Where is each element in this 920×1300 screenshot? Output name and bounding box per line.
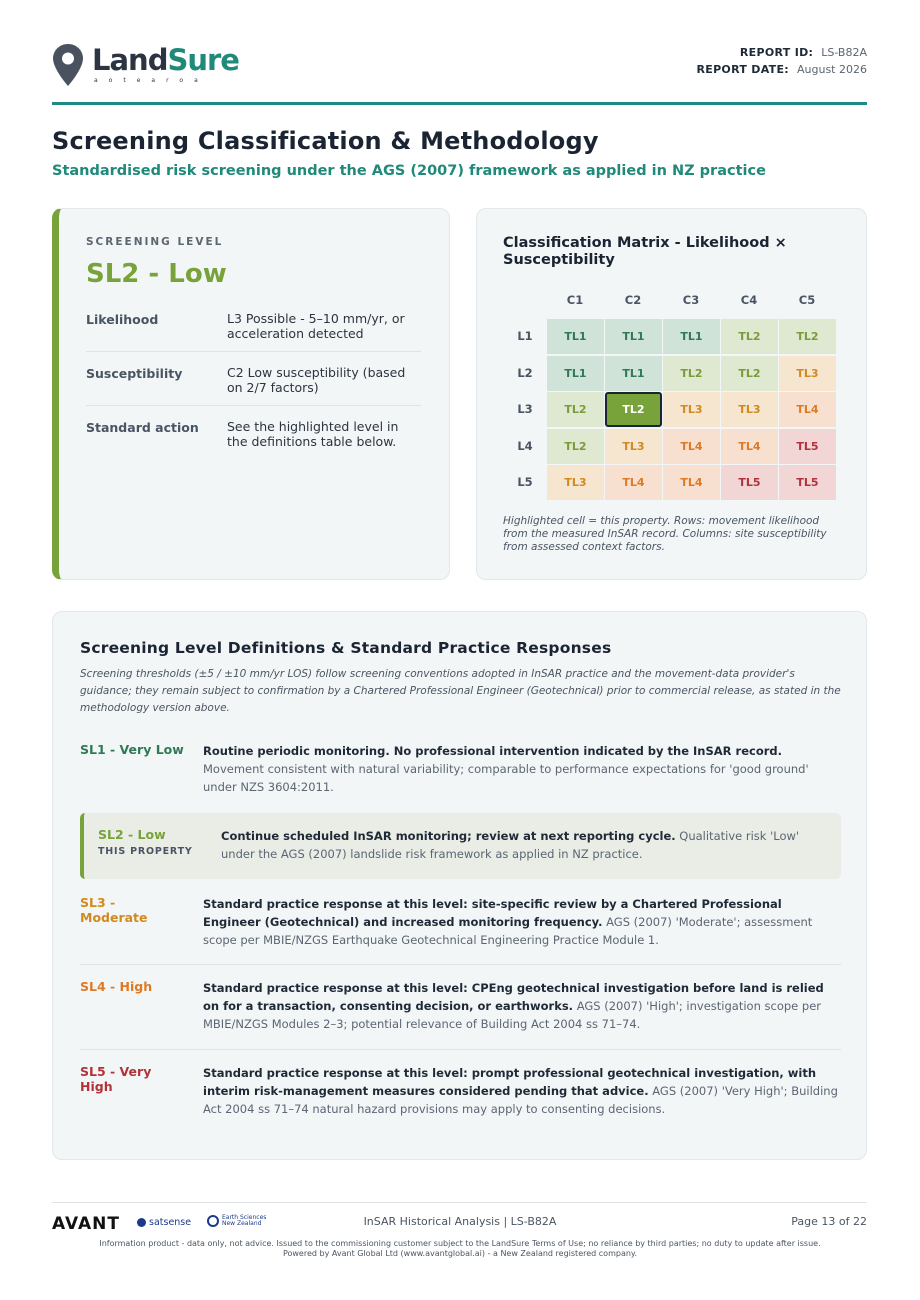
definition-text: Standard practice response at this level: prompt professional geotechnical investigation, with interim risk-management measures considered pending that advice. AGS (2007) 'Very High'; Building Act 2004 ss 71–74 natural hazard provisions may apply to consenting decisions. xyxy=(203,1066,838,1116)
matrix-col-header: C4 xyxy=(740,293,758,307)
matrix-cell: TL4 xyxy=(605,465,662,500)
definition-divider xyxy=(80,964,841,965)
definition-level: SL3 - Moderate xyxy=(80,895,148,925)
page-number: Page 13 of 22 xyxy=(791,1215,867,1228)
matrix-cell: TL2 xyxy=(721,319,778,354)
report-id-label: REPORT ID: xyxy=(739,46,814,59)
matrix-cell: TL4 xyxy=(663,465,720,500)
matrix-cell: TL3 xyxy=(605,429,662,464)
page-subtitle: Standardised risk screening under the AGS (2007) framework as applied in NZ practice xyxy=(52,163,766,179)
matrix-cell: TL5 xyxy=(779,429,836,464)
screening-level-eyebrow: SCREENING LEVEL xyxy=(86,236,224,248)
avant-logo: AVANT xyxy=(52,1214,120,1234)
map-pin-icon xyxy=(52,43,84,87)
matrix-row-header: L5 xyxy=(517,475,533,489)
report-header xyxy=(52,40,867,106)
matrix-cell: TL4 xyxy=(779,392,836,427)
landsure-logo xyxy=(52,43,239,87)
matrix-cell: TL4 xyxy=(721,429,778,464)
detail-value: See the highlighted level in the definitions table below. xyxy=(227,419,399,449)
matrix-cell: TL1 xyxy=(547,319,604,354)
this-property-tag: THIS PROPERTY xyxy=(98,846,193,857)
definition-text: Continue scheduled InSAR monitoring; review at next reporting cycle. Qualitative risk 'Low' under the AGS (2007) landslide risk framework as applied in NZ practice. xyxy=(221,829,800,861)
matrix-col-header: C2 xyxy=(624,293,642,307)
footer-divider xyxy=(52,1202,867,1203)
detail-label: Susceptibility xyxy=(86,366,183,381)
footer-report-label: InSAR Historical Analysis | LS-B82A xyxy=(363,1215,557,1228)
detail-value: L3 Possible - 5–10 mm/yr, or acceleration detected xyxy=(227,311,405,341)
report-date: August 2026 xyxy=(797,63,867,76)
matrix-cell: TL3 xyxy=(779,356,836,391)
page-title: Screening Classification & Methodology xyxy=(52,127,599,155)
classification-matrix-card xyxy=(476,208,867,580)
screening-level-value: SL2 - Low xyxy=(86,259,227,289)
definition-text: Standard practice response at this level: site-specific review by a Chartered Professional Engineer (Geotechnical) and increased monitoring frequency. AGS (2007) 'Moderate'; assessment scope per MBIE/NZGS Earthquake Geotechnical Engineering Practice Module 1. xyxy=(203,897,813,947)
brand-land: Land xyxy=(92,43,168,77)
report-id: LS-B82A xyxy=(821,46,867,59)
header-divider xyxy=(52,102,867,105)
definitions-intro: Screening thresholds (±5 / ±10 mm/yr LOS) follow screening conventions adopted in InSAR practice and the movement-data provider's guidance; they remain subject to confirmation by a Chartered Professional Engineer (Geotechnical) prior to commercial release, as stated in the methodology version above. xyxy=(80,668,841,714)
matrix-cell-highlighted: TL2 xyxy=(605,392,662,427)
matrix-note: Highlighted cell = this property. Rows: movement likelihood from the measured InSAR record. Columns: site susceptibility from assessed context factors. xyxy=(503,515,827,553)
matrix-cell: TL3 xyxy=(547,465,604,500)
matrix-cell: TL2 xyxy=(547,392,604,427)
matrix-cell: TL3 xyxy=(721,392,778,427)
matrix-row-header: L4 xyxy=(517,438,533,453)
satsense-logo: satsense xyxy=(137,1217,191,1228)
definition-level: SL2 - Low THIS PROPERTY xyxy=(98,827,216,859)
detail-row-standard-action xyxy=(86,415,421,459)
detail-row-susceptibility xyxy=(86,361,421,406)
matrix-title: Classification Matrix - Likelihood × Susceptibility xyxy=(503,235,787,268)
matrix-cell: TL1 xyxy=(605,319,662,354)
earth-sciences-logo: Earth Sciences New Zealand xyxy=(207,1215,266,1227)
matrix-cell: TL1 xyxy=(547,356,604,391)
definition-text: Routine periodic monitoring. No professional intervention indicated by the InSAR record. Movement consistent with natural variability; comparable to performance expectations for 'good ground' under NZS 3604:2011. xyxy=(203,744,809,794)
matrix-col-header: C1 xyxy=(566,293,584,307)
brand-sure: Sure xyxy=(167,43,239,77)
matrix-col-header: C3 xyxy=(682,293,700,307)
definitions-card xyxy=(52,611,867,1160)
report-date-label: REPORT DATE: xyxy=(696,63,789,76)
matrix-cell: TL1 xyxy=(605,356,662,391)
definition-level: SL1 - Very Low xyxy=(80,742,184,757)
matrix-cell: TL2 xyxy=(721,356,778,391)
matrix-row-header: L3 xyxy=(517,402,533,416)
matrix-col-header: C5 xyxy=(798,293,816,307)
report-meta xyxy=(696,44,867,78)
definitions-title: Screening Level Definitions & Standard Practice Responses xyxy=(80,639,612,657)
definition-divider xyxy=(80,1049,841,1050)
matrix-cell: TL5 xyxy=(779,465,836,500)
screening-level-card xyxy=(52,208,450,580)
screening-details xyxy=(86,307,421,468)
matrix-cell: TL2 xyxy=(547,429,604,464)
definition-level: SL5 - Very High xyxy=(80,1064,152,1094)
matrix-row-header: L2 xyxy=(517,365,533,380)
matrix-cell: TL5 xyxy=(721,465,778,500)
detail-row-likelihood xyxy=(86,307,421,352)
detail-label: Likelihood xyxy=(86,312,159,327)
definition-level: SL4 - High xyxy=(80,979,153,994)
matrix-cell: TL3 xyxy=(663,392,720,427)
footer-disclaimer: Information product - data only, not advice. Issued to the commissioning customer subject to the LandSure Terms of Use; no reliance by third parties; no duty to update after issue. Powered by Avant Global Ltd (www.avantglobal.ai) - a New Zealand registered company. xyxy=(99,1239,821,1258)
matrix-cell: TL1 xyxy=(663,319,720,354)
matrix-cell: TL4 xyxy=(663,429,720,464)
detail-label: Standard action xyxy=(86,420,199,435)
definition-text: Standard practice response at this level: CPEng geotechnical investigation before land is relied on for a transaction, consenting decision, or earthworks. AGS (2007) 'High'; investigation scope per MBIE/NZGS Modules 2–3; potential relevance of Building Act 2004 ss 71–74. xyxy=(203,981,824,1031)
matrix-row-header: L1 xyxy=(517,329,533,343)
matrix-cell: TL2 xyxy=(663,356,720,391)
detail-value: C2 Low susceptibility (based on 2/7 factors) xyxy=(227,365,406,395)
brand-sub: aotearoa xyxy=(94,77,209,84)
matrix-cell: TL2 xyxy=(779,319,836,354)
